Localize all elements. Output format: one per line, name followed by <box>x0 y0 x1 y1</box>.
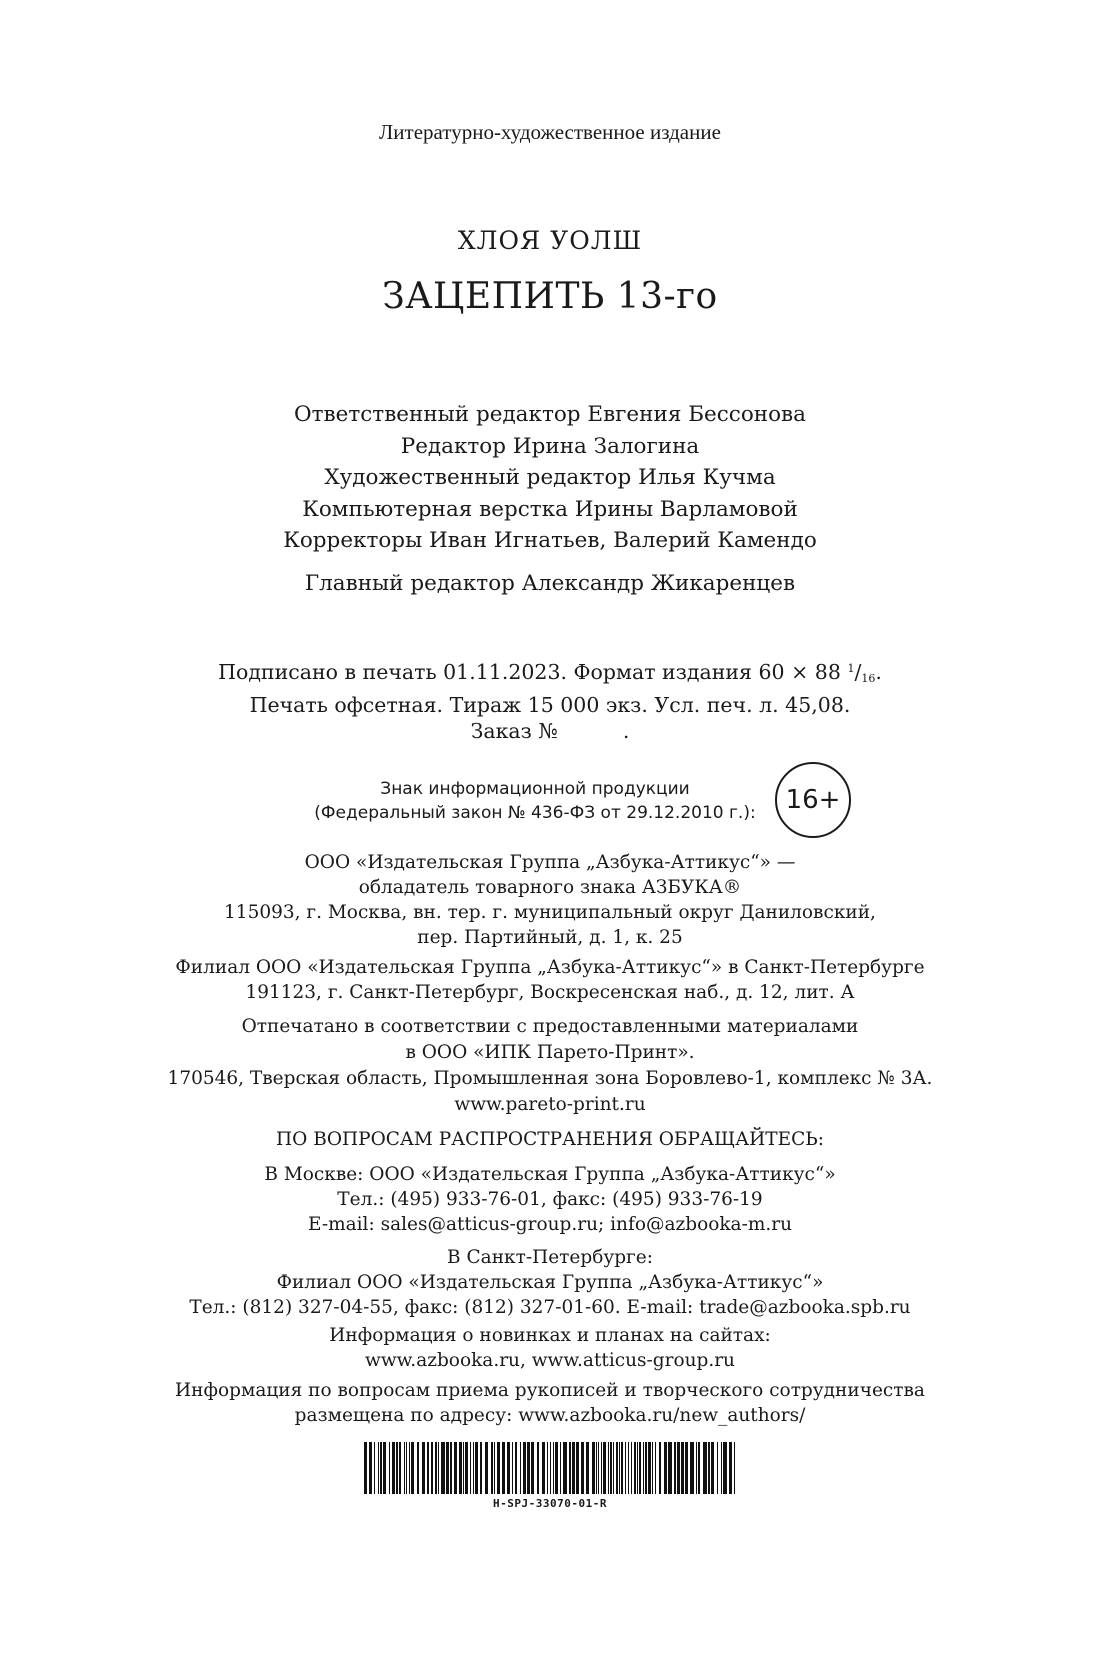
moscow-contacts <box>0 1162 1100 1237</box>
printer-line: Отпечатано в соответствии с предоставленными материалами <box>241 1016 859 1037</box>
barcode-bar <box>450 1442 452 1494</box>
barcode-bar <box>659 1442 661 1494</box>
edition-type: Литературно-художественное издание <box>379 120 721 144</box>
barcode-bar <box>563 1442 567 1494</box>
barcode-bar <box>690 1442 694 1494</box>
barcode-bar <box>473 1442 474 1494</box>
barcode-bar <box>668 1442 672 1494</box>
spb-line: Тел.: (812) 327-04-55, факс: (812) 327-01-60. E-mail: trade@azbooka.spb.ru <box>189 1297 911 1318</box>
barcode-bar <box>645 1442 647 1494</box>
barcode-bar <box>674 1442 676 1494</box>
credits-block <box>0 399 1100 557</box>
moscow-email: E-mail: sales@atticus-group.ru; info@azbooka-m.ru <box>307 1214 793 1235</box>
barcode-bar <box>523 1442 526 1494</box>
barcode-bar <box>409 1442 410 1494</box>
barcode-bar <box>547 1442 548 1494</box>
moscow-line: Тел.: (495) 933-76-01, факс: (495) 933-76-19 <box>337 1189 763 1210</box>
sites-line: Информация о новинках и планах на сайтах: <box>329 1325 771 1346</box>
barcode-bar <box>648 1442 651 1494</box>
barcode-bar <box>441 1442 445 1494</box>
book-author: ХЛОЯ УОЛШ <box>457 226 643 255</box>
barcode-bar <box>592 1442 595 1494</box>
manuscripts-block <box>0 1378 1100 1428</box>
barcode-bar <box>404 1442 405 1494</box>
print-info <box>0 656 1100 744</box>
barcode-bar <box>619 1442 620 1494</box>
printer-block <box>0 1014 1100 1118</box>
barcode-bar <box>631 1442 632 1494</box>
barcode-bar <box>454 1442 457 1494</box>
info-sign-line-1: Знак информационной продукции <box>380 779 690 799</box>
barcode-bar <box>392 1442 395 1494</box>
barcode-bar <box>664 1442 667 1494</box>
barcode-bar <box>613 1442 614 1494</box>
barcode-bar <box>643 1442 644 1494</box>
barcode-bar <box>465 1442 468 1494</box>
barcode-bar <box>696 1442 697 1494</box>
barcode-bar <box>446 1442 449 1494</box>
branch-line: Филиал ООО «Издательская Группа „Азбука-Аттикус“» в Санкт-Петербурге <box>175 957 925 978</box>
credit-line: Редактор Ирина Залогина <box>400 433 700 459</box>
barcode-bar <box>637 1442 638 1494</box>
barcode-bar <box>396 1442 398 1494</box>
barcode-bar <box>383 1442 386 1494</box>
credit-line: Ответственный редактор Евгения Бессонова <box>294 402 806 427</box>
barcode-bar <box>608 1442 609 1494</box>
barcode-bar <box>364 1442 367 1494</box>
spb-line: Филиал ООО «Издательская Группа „Азбука-Аттикус“» <box>276 1272 824 1293</box>
barcode-bar <box>639 1442 641 1494</box>
credit-line: Компьютерная верстка Ирины Варламовой <box>302 496 798 522</box>
branch-line: 191123, г. Санкт-Петербург, Воскресенская наб., д. 12, лит. А <box>245 982 855 1003</box>
barcode-bar <box>527 1442 530 1494</box>
barcode-bar <box>598 1442 599 1494</box>
barcode-bar <box>711 1442 714 1494</box>
barcode-bar <box>721 1442 722 1494</box>
barcode-bar <box>515 1442 517 1494</box>
barcode-bar <box>729 1442 732 1494</box>
barcode-bar <box>601 1442 602 1494</box>
barcode-bar <box>553 1442 554 1494</box>
barcode-bar <box>502 1442 505 1494</box>
barcode-bar <box>569 1442 571 1494</box>
info-sign-line-2: (Федеральный закон № 436-ФЗ от 29.12.2010 г.): <box>314 803 756 823</box>
barcode-bar <box>560 1442 561 1494</box>
barcode-bar <box>380 1442 382 1494</box>
barcode-bar <box>634 1442 636 1494</box>
publisher-line: обладатель товарного знака АЗБУКА® <box>358 877 742 898</box>
barcode <box>364 1442 736 1494</box>
barcode-bar <box>677 1442 680 1494</box>
barcode-bar <box>531 1442 534 1494</box>
barcode-bar <box>427 1442 429 1494</box>
barcode-bar <box>494 1442 495 1494</box>
manuscripts-line: Информация по вопросам приема рукописей и творческого сотрудничества <box>175 1380 925 1401</box>
spb-contacts <box>0 1245 1100 1320</box>
publisher-line: ООО «Издательская Группа „Азбука-Аттикус“» — <box>304 852 796 873</box>
print-info-line-1: Подписано в печать 01.11.2023. Формат издания 60 × 88 $^1/_{16}$. <box>218 660 882 685</box>
barcode-bar <box>475 1442 478 1494</box>
barcode-bar <box>708 1442 710 1494</box>
barcode-code: H-SPJ-33070-01-R <box>493 1497 607 1510</box>
format-denominator: 16 <box>861 672 876 685</box>
barcode-bar <box>603 1442 606 1494</box>
moscow-line: В Москве: ООО «Издательская Группа „Азбука-Аттикус“» <box>264 1164 836 1185</box>
barcode-bar <box>435 1442 437 1494</box>
barcode-bar <box>581 1442 584 1494</box>
branch-block <box>0 955 1100 1005</box>
barcode-bar <box>399 1442 401 1494</box>
barcode-bar <box>703 1442 707 1494</box>
distribution-heading: ПО ВОПРОСАМ РАСПРОСТРАНЕНИЯ ОБРАЩАЙТЕСЬ: <box>276 1129 824 1150</box>
barcode-bar <box>685 1442 688 1494</box>
chief-editor: Главный редактор Александр Жикаренцев <box>304 571 796 596</box>
credit-line: Художественный редактор Илья Кучма <box>324 465 776 490</box>
info-product-sign <box>300 777 770 825</box>
barcode-bar <box>537 1442 539 1494</box>
barcode-bar <box>681 1442 684 1494</box>
barcode-bar <box>422 1442 425 1494</box>
barcode-bar <box>406 1442 407 1494</box>
barcode-bar <box>576 1442 579 1494</box>
barcode-bar <box>734 1442 735 1494</box>
printer-website: www.pareto-print.ru <box>454 1094 646 1115</box>
barcode-bar <box>431 1442 433 1494</box>
barcode-bar <box>625 1442 626 1494</box>
print-info-line-2: Печать офсетная. Тираж 15 000 экз. Усл. печ. л. 45,08. <box>249 693 851 717</box>
barcode-bar <box>438 1442 439 1494</box>
barcode-bar <box>596 1442 597 1494</box>
barcode-bar <box>512 1442 513 1494</box>
barcode-bar <box>621 1442 623 1494</box>
barcode-bar <box>723 1442 727 1494</box>
barcode-bar <box>459 1442 462 1494</box>
barcode-bar <box>652 1442 653 1494</box>
barcode-bar <box>411 1442 414 1494</box>
age-rating-badge: 16+ <box>775 762 851 838</box>
barcode-bar <box>555 1442 558 1494</box>
book-title: ЗАЦЕПИТЬ 13-го <box>382 276 718 317</box>
barcode-bar <box>717 1442 718 1494</box>
sites-block <box>0 1323 1100 1373</box>
publisher-line: 115093, г. Москва, вн. тер. г. муниципальный округ Даниловский, <box>224 902 876 923</box>
barcode-bar <box>655 1442 656 1494</box>
barcode-bar <box>572 1442 575 1494</box>
barcode-bar <box>417 1442 419 1494</box>
barcode-bar <box>374 1442 375 1494</box>
printer-line: 170546, Тверская область, Промышленная зона Боровлево-1, комплекс № 3А. <box>167 1068 933 1089</box>
barcode-bar <box>628 1442 629 1494</box>
barcode-bar <box>378 1442 379 1494</box>
barcode-bar <box>491 1442 493 1494</box>
spb-line: В Санкт-Петербурге: <box>447 1247 653 1268</box>
order-number-line: Заказ № . <box>470 719 630 743</box>
barcode-bar <box>389 1442 390 1494</box>
publisher-line: пер. Партийный, д. 1, к. 25 <box>417 927 683 948</box>
publisher-block <box>0 850 1100 950</box>
barcode-bar <box>480 1442 482 1494</box>
barcode-bar <box>463 1442 464 1494</box>
format-numerator: 1 <box>847 662 855 675</box>
barcode-bar <box>616 1442 618 1494</box>
printer-line: в ООО «ИПК Парето-Принт». <box>405 1042 695 1063</box>
barcode-bar <box>485 1442 488 1494</box>
sites-urls: www.azbooka.ru, www.atticus-group.ru <box>365 1350 735 1371</box>
credit-line: Корректоры Иван Игнатьев, Валерий Камендо <box>283 528 817 553</box>
barcode-bar <box>610 1442 612 1494</box>
barcode-bar <box>520 1442 521 1494</box>
barcode-bar <box>507 1442 510 1494</box>
barcode-bar <box>586 1442 589 1494</box>
barcode-bar <box>542 1442 545 1494</box>
barcode-bar <box>470 1442 471 1494</box>
barcode-bar <box>550 1442 551 1494</box>
barcode-bar <box>369 1442 372 1494</box>
barcode-bar <box>698 1442 700 1494</box>
barcode-bar <box>497 1442 500 1494</box>
manuscripts-url: размещена по адресу: www.azbooka.ru/new_authors/ <box>294 1405 806 1426</box>
